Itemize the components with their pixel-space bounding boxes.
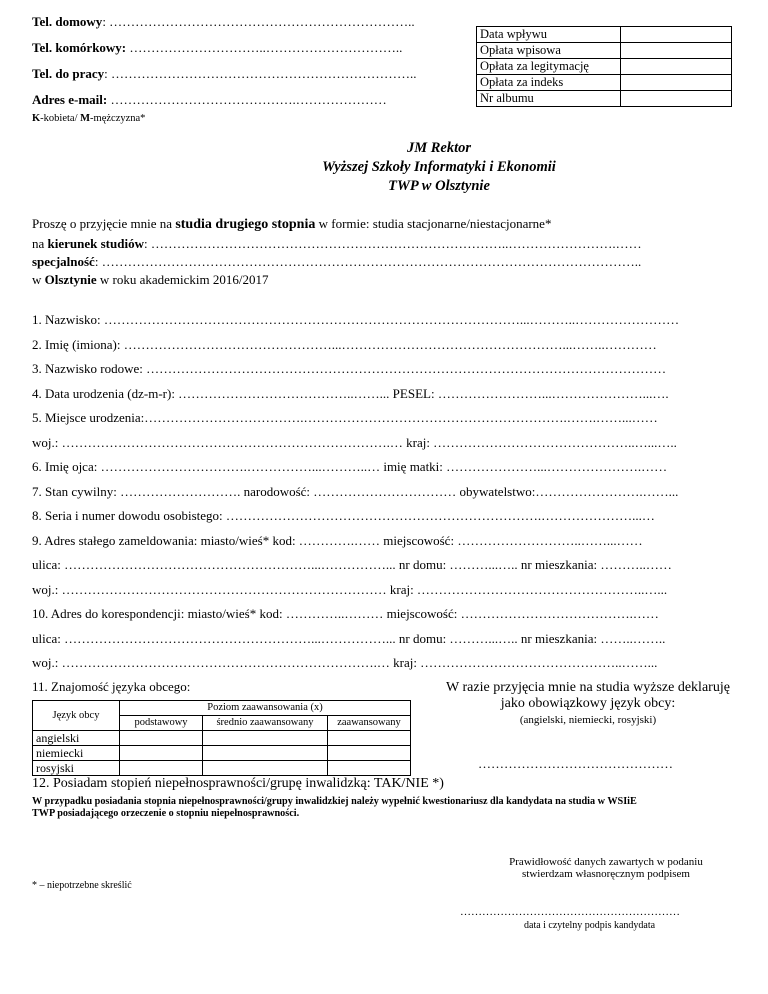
request-text: Proszę o przyjęcie mnie na — [32, 216, 176, 231]
gender-m-text: -mężczyzna* — [90, 113, 146, 124]
birthplace-field[interactable]: 5. Miejsce urodzenia:……………………………….…………………………………………………….…….……...…… — [32, 410, 658, 425]
signature-field[interactable]: …………………………………………………… — [460, 906, 680, 918]
language-declaration — [438, 680, 738, 726]
declaration-options: (angielski, niemiecki, rosyjski) — [519, 714, 657, 726]
mobile-phone-line[interactable] — [32, 40, 402, 56]
work-phone-line[interactable] — [32, 66, 416, 82]
gender-k: K — [32, 113, 41, 124]
study-form: w formie: studia stacjonarne/niestacjonarne* — [315, 216, 552, 231]
confirmation-line-1: Prawidłowość danych zawartych w podaniu — [509, 856, 703, 868]
level-cell-advanced[interactable] — [328, 761, 411, 776]
language-col-header: Język obcy — [33, 701, 120, 731]
table-row — [33, 731, 411, 746]
field-of-study-label: kierunek studiów — [47, 236, 144, 251]
gender-m: M — [80, 113, 91, 124]
language-table — [32, 700, 411, 776]
office-row-value[interactable] — [621, 59, 732, 75]
email-label: Adres e-mail: — [32, 92, 108, 107]
field-of-study-dots: : ………………………………………………………………………..…………………….…… — [143, 236, 642, 251]
declaration-line-2: jako obowiązkowy język obcy: — [500, 696, 676, 711]
office-row-label: Opłata za indeks — [477, 75, 621, 91]
specialization-label: specjalność — [32, 254, 95, 269]
office-row-value[interactable] — [621, 27, 732, 43]
disability-question[interactable]: 12. Posiadam stopień niepełnosprawności/grupę inwalidzką: TAK/NIE *) — [32, 776, 444, 791]
strike-note: * – niepotrzebne skreślić — [32, 880, 132, 891]
request-text: w — [32, 272, 45, 287]
level-cell-advanced[interactable] — [328, 746, 411, 761]
specialization-dots: : …………………………………………………………………………………………………………….. — [94, 254, 642, 269]
level-cell-basic[interactable] — [120, 761, 203, 776]
mobile-phone-label: Tel. komórkowy: — [32, 40, 127, 55]
correspondence-address-field[interactable]: 10. Adres do korespondencji: miasto/wieś* kod: …………..……… miejscowość: ………………………………….…… — [32, 606, 659, 621]
office-row-value[interactable] — [621, 91, 732, 107]
confirmation-line-2: stwierdzam własnoręcznym podpisem — [521, 868, 690, 880]
mobile-phone-dots: …………………………..………………………….. — [126, 40, 403, 55]
level-cell-medium[interactable] — [203, 731, 328, 746]
request-line-1 — [32, 216, 551, 233]
language-name: rosyjski — [33, 761, 120, 776]
correspondence-province-field[interactable]: woj.: ……………………………………………………………….… kraj: ………………………………………..……... — [32, 655, 658, 670]
office-row-label: Data wpływu — [477, 27, 621, 43]
office-row-label: Opłata za legitymację — [477, 59, 621, 75]
specialization-line[interactable] — [32, 254, 641, 270]
office-use-box — [476, 26, 732, 107]
gender-note — [32, 113, 145, 124]
level-cell-basic[interactable] — [120, 731, 203, 746]
level-col-header: Poziom zaawansowania (x) — [120, 701, 411, 716]
addressee-line-2: Wyższej Szkoły Informatyki i Ekonomii — [322, 159, 556, 175]
level-cell-basic[interactable] — [120, 746, 203, 761]
request-year-line — [32, 272, 269, 288]
table-row — [33, 761, 411, 776]
office-row-label: Nr albumu — [477, 91, 621, 107]
signature-label: data i czytelny podpis kandydata — [524, 920, 656, 931]
work-phone-dots: : …………………………………………………………….. — [104, 66, 417, 81]
surname-field[interactable]: 1. Nazwisko: ……………………………………………………………………………………...………..…………………… — [32, 312, 680, 327]
advanced-col-header: zaawansowany — [328, 716, 411, 731]
work-phone-label: Tel. do pracy — [32, 66, 105, 81]
language-name: angielski — [33, 731, 120, 746]
study-level: studia drugiego stopnia — [175, 217, 316, 232]
home-phone-label: Tel. domowy — [32, 14, 103, 29]
civil-status-nationality-field[interactable]: 7. Stan cywilny: ………………………. narodowość: …………………………… obywatelstwo:…………………….……... — [32, 484, 679, 499]
correspondence-street-field[interactable]: ulica: …………………………………………………...……………... nr domu: ………...….. nr mieszkania: ……..…….. — [32, 631, 666, 646]
permanent-province-field[interactable]: woj.: ………………………………………………………………… kraj: ……………………………………………..…... — [32, 582, 668, 597]
language-name: niemiecki — [33, 746, 120, 761]
language-heading: 11. Znajomość języka obcego: — [32, 679, 191, 694]
birth-province-country-field[interactable]: woj.: ………………………………………………………………….… kraj: ………………………………………..…...….. — [32, 435, 677, 450]
level-cell-medium[interactable] — [203, 746, 328, 761]
medium-col-header: średnio zaawansowany — [203, 716, 328, 731]
city-name: Olsztynie — [44, 272, 97, 287]
first-names-field[interactable]: 2. Imię (imiona): …………………………………………...……………………………………………...……..………… — [32, 337, 657, 352]
office-row-value[interactable] — [621, 43, 732, 59]
permanent-street-field[interactable]: ulica: …………………………………………………...……………... nr domu: ………...….. nr mieszkania: ………..…… — [32, 557, 672, 572]
birth-date-pesel-field[interactable]: 4. Data urodzenia (dz-m-r): …………………………………..……... PESEL: ……………………...…………………...…. — [32, 386, 669, 401]
field-of-study-line[interactable] — [32, 236, 642, 252]
disability-note-2: TWP posiadającego orzeczenie o stopniu niepełnosprawności. — [32, 808, 300, 819]
email-dots: …………………………………….………………… — [107, 92, 387, 107]
level-cell-advanced[interactable] — [328, 731, 411, 746]
disability-note-1: W przypadku posiadania stopnia niepełnosprawności/grupy inwalidzkiej należy wypełnić kwestionariusz dla kandydata na studia w WSIiE — [32, 796, 637, 807]
family-name-field[interactable]: 3. Nazwisko rodowe: ………………………………………………………………………………………………………… — [32, 361, 667, 376]
table-row — [33, 746, 411, 761]
office-row-value[interactable] — [621, 75, 732, 91]
home-phone-line[interactable] — [32, 14, 415, 30]
declared-language-field[interactable]: ……………………………………… — [478, 756, 673, 771]
addressee-line-3: TWP w Olsztynie — [388, 178, 490, 194]
home-phone-dots: : …………………………………………………………….. — [102, 14, 415, 29]
office-row-label: Opłata wpisowa — [477, 43, 621, 59]
academic-year: w roku akademickim 2016/2017 — [96, 272, 269, 287]
email-line[interactable] — [32, 92, 387, 108]
request-text: na — [32, 236, 48, 251]
declaration-line-1: W razie przyjęcia mnie na studia wyższe deklaruję — [446, 680, 730, 695]
permanent-address-field[interactable]: 9. Adres stałego zameldowania: miasto/wieś* kod: ………….…… miejscowość: ………………………..……...…… — [32, 533, 643, 548]
parents-names-field[interactable]: 6. Imię ojca: …………………………….……………...………..… imię matki: …………………...………………….…… — [32, 459, 668, 474]
addressee-line-1: JM Rektor — [406, 140, 472, 156]
basic-col-header: podstawowy — [120, 716, 203, 731]
gender-k-text: -kobieta/ — [40, 113, 81, 124]
level-cell-medium[interactable] — [203, 761, 328, 776]
id-number-field[interactable]: 8. Seria i numer dowodu osobistego: ……………………………………………………………….…………………...… — [32, 508, 655, 523]
confirmation-text — [486, 856, 726, 880]
